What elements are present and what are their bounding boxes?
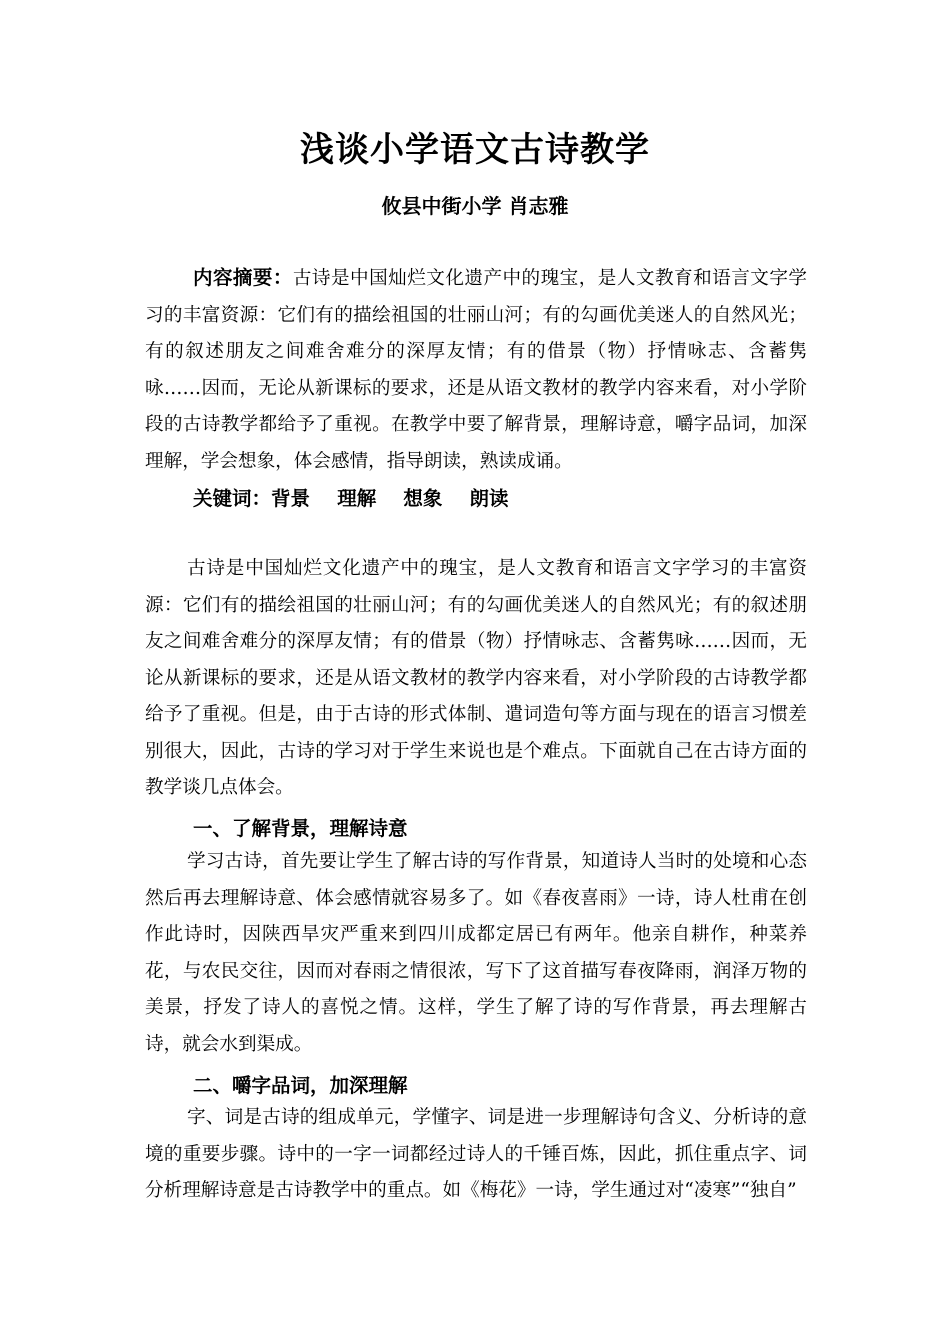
- keywords-label: 关键词：: [193, 487, 272, 510]
- keyword-item: 理解: [337, 487, 377, 510]
- abstract-text: 古诗是中国灿烂文化遗产中的瑰宝，是人文教育和语言文字学习的丰富资源：它们有的描绘祖国的壮丽山河；有的勾画优美迷人的自然风光；有的叙述朋友之间难舍难分的深厚友情；有的借景（物）抒情咏志、含蓄隽咏……因而，无论从新课标的要求，还是从语文教材的教学内容来看，对小学阶段的古诗教学都给予了重视。在教学中要了解背景，理解诗意，嚼字品词，加深理解，学会想象，体会感情，指导朗读，熟读成诵。: [145, 268, 807, 472]
- keyword-item: 朗读: [469, 487, 509, 510]
- section-heading-1: 一、了解背景，理解诗意: [193, 817, 408, 840]
- author-line: 攸县中街小学 肖志雅: [381, 194, 569, 218]
- section-paragraph-1: 学习古诗，首先要让学生了解古诗的写作背景，知道诗人当时的处境和心态然后再去理解诗意、体会感情就容易多了。如《春夜喜雨》一诗，诗人杜甫在创作此诗时，因陕西旱灾严重来到四川成都定居已有两年。他亲自耕作，种菜养花，与农民交往，因而对春雨之情很浓，写下了这首描写春夜降雨，润泽万物的美景，抒发了诗人的喜悦之情。这样，学生了解了诗的写作背景，再去理解古诗，就会水到渠成。: [145, 851, 807, 1055]
- keywords-line: [193, 481, 509, 517]
- section-paragraph-2: 字、词是古诗的组成单元，学懂字、词是进一步理解诗句含义、分析诗的意境的重要步骤。诗中的一字一词都经过诗人的千锤百炼，因此，抓住重点字、词分析理解诗意是古诗教学中的重点。如《梅花》一诗，学生通过对“凌寒”“独自”: [145, 1107, 807, 1201]
- abstract-label: 内容摘要：: [193, 266, 293, 289]
- document-title: 浅谈小学语文古诗教学: [300, 130, 650, 170]
- keyword-item: 想象: [403, 487, 443, 510]
- section-heading-2: 二、嚼字品词，加深理解: [193, 1074, 408, 1097]
- intro-paragraph: 古诗是中国灿烂文化遗产中的瑰宝，是人文教育和语言文字学习的丰富资源：它们有的描绘祖国的壮丽山河；有的勾画优美迷人的自然风光；有的叙述朋友之间难舍难分的深厚友情；有的借景（物）抒情咏志、含蓄隽咏……因而，无论从新课标的要求，还是从语文教材的教学内容来看，对小学阶段的古诗教学都给予了重视。但是，由于古诗的形式体制、遣词造句等方面与现在的语言习惯差别很大，因此，古诗的学习对于学生来说也是个难点。下面就自己在古诗方面的教学谈几点体会。: [145, 558, 807, 798]
- abstract-paragraph: [145, 260, 807, 480]
- keyword-item: 背景: [271, 487, 311, 510]
